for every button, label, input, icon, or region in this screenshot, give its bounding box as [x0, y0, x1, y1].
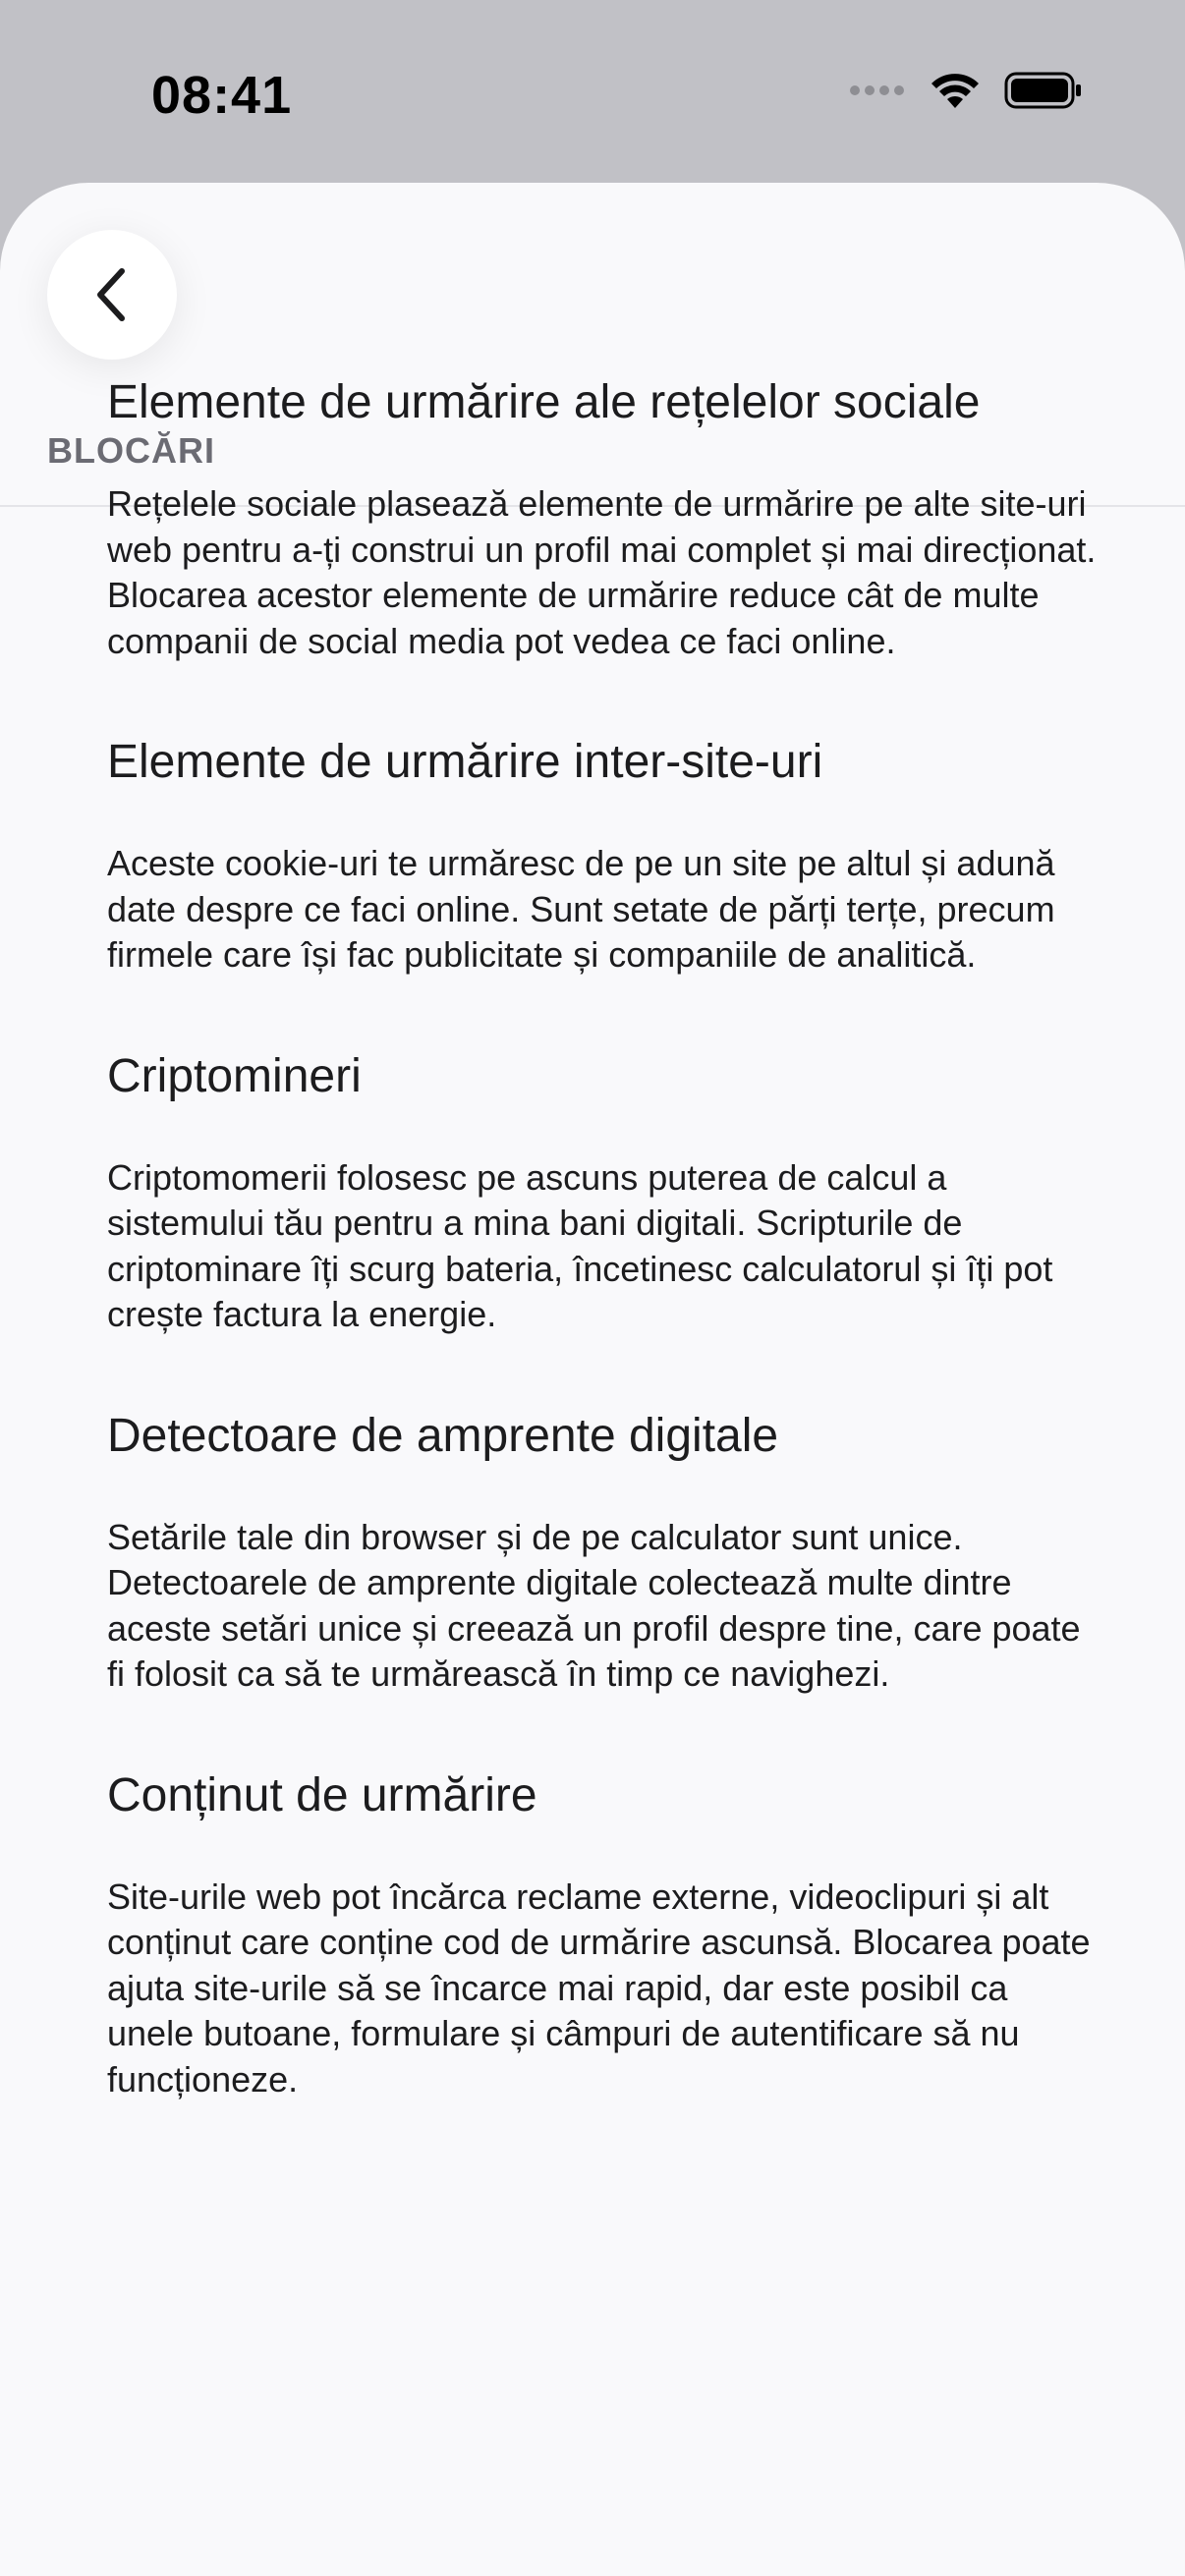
- list-item: [107, 1407, 1100, 1698]
- back-button[interactable]: [47, 230, 177, 360]
- section-header: BLOCĂRI: [47, 430, 215, 471]
- list-item: [107, 373, 1100, 664]
- item-title: Elemente de urmărire ale rețelelor sociale: [107, 376, 981, 428]
- signal-dots-icon: [849, 84, 906, 96]
- item-description: Setările tale din browser și de pe calculator sunt unice. Detectoarele de amprente digitale colectează multe dintre aceste setări unice și creează un profil despre tine, care poate fi folosit ca să te urmărească în timp ce navighezi.: [107, 1516, 1081, 1694]
- wifi-icon: [930, 71, 981, 110]
- list-item: [107, 1047, 1100, 1338]
- status-bar: [0, 0, 1185, 183]
- item-description: Site-urile web pot încărca reclame externe, videoclipuri și alt conținut care conține cod de urmărire ascunsă. Blocarea poate ajuta site-urile să se încarce mai rapid, dar este posibil ca unele butoane, formulare și câmpuri de autentificare să nu funcționeze.: [107, 1876, 1091, 2100]
- list-item: [107, 1766, 1100, 2103]
- chevron-left-icon: [90, 265, 134, 324]
- item-title: Elemente de urmărire inter-site-uri: [107, 736, 823, 788]
- item-title: Detectoare de amprente digitale: [107, 1409, 779, 1462]
- item-title: Conținut de urmărire: [107, 1768, 537, 1821]
- tracker-info-list: [107, 373, 1100, 2171]
- item-title: Criptomineri: [107, 1049, 362, 1102]
- status-icons: [849, 71, 1083, 110]
- item-description: Aceste cookie-uri te urmăresc de pe un site pe altul și adună date despre ce faci online. Sunt setate de părți terțe, precum firmele care își fac publicitate și companiile de analitică.: [107, 843, 1055, 975]
- list-item: [107, 733, 1100, 979]
- status-time: 08:41: [151, 66, 293, 125]
- item-description: Criptomomerii folosesc pe ascuns puterea de calcul a sistemului tău pentru a mina bani digitali. Scripturile de criptominare îți scurg bateria, încetinesc calculatorul și îți pot crește factura la energie.: [107, 1156, 1053, 1334]
- battery-icon: [1004, 71, 1083, 110]
- item-description: Rețelele sociale plasează elemente de urmărire pe alte site-uri web pentru a-ți construi un profil mai complet și mai direcționat. Blocarea acestor elemente de urmărire reduce cât de multe companii de social media pot vedea ce faci online.: [107, 483, 1097, 661]
